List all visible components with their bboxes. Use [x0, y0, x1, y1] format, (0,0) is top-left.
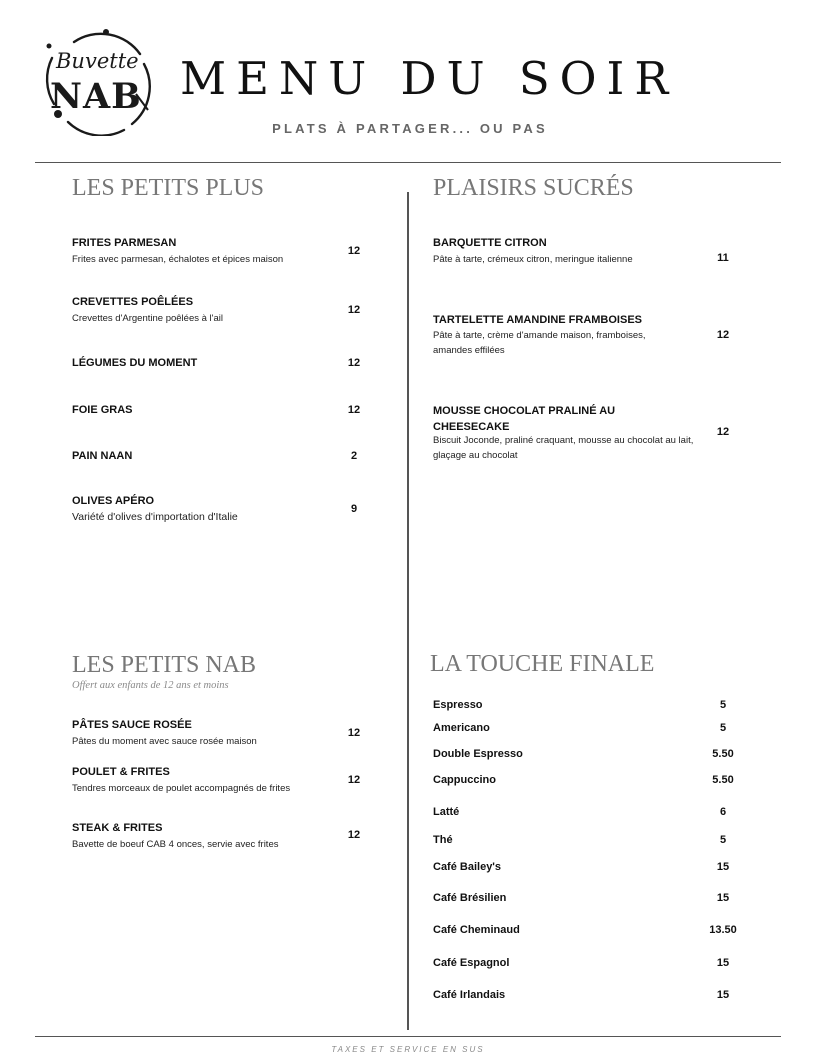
item-name: FOIE GRAS [72, 404, 133, 416]
drink-price: 15 [716, 989, 730, 1001]
item-name: PAIN NAAN [72, 450, 133, 462]
item-name: BARQUETTE CITRON [433, 237, 547, 249]
drink-name: Café Brésilien [433, 892, 507, 904]
item-description: Pâte à tarte, crème d'amande maison, framboises, amandes effilées [433, 330, 646, 356]
item-price: 12 [347, 829, 361, 841]
item-name: LÉGUMES DU MOMENT [72, 357, 198, 369]
item-price: 11 [717, 252, 729, 264]
item-description: Variété d'olives d'importation d'Italie [72, 511, 238, 523]
drink-price: 6 [719, 806, 727, 818]
section-title-touche-finale: LA TOUCHE FINALE [430, 651, 655, 677]
drink-name: Café Bailey's [433, 861, 502, 873]
item-description: Biscuit Joconde, praliné craquant, mousse au chocolat au lait, glaçage au chocolat [433, 435, 694, 461]
drink-name: Thé [433, 834, 453, 846]
item-price: 12 [347, 357, 361, 369]
item-name: OLIVES APÉRO [72, 495, 155, 507]
item-price: 12 [347, 404, 361, 416]
drink-price: 5.50 [712, 774, 734, 786]
logo-dot [103, 29, 109, 35]
item-name: PÂTES SAUCE ROSÉE [72, 719, 192, 731]
drink-name: Americano [433, 722, 490, 734]
logo-script-text: Buvette [56, 49, 139, 73]
item-name: MOUSSE CHOCOLAT PRALINÉ AU CHEESECAKE [433, 405, 616, 433]
top-divider [35, 162, 781, 163]
section-title-petits-nab: LES PETITS NAB [72, 652, 257, 678]
drink-name: Café Espagnol [433, 957, 510, 969]
item-description: Crevettes d'Argentine poêlées à l'ail [72, 313, 223, 324]
drink-price: 5 [719, 722, 727, 734]
drink-name: Double Espresso [433, 748, 523, 760]
item-name: STEAK & FRITES [72, 822, 163, 834]
drink-price: 15 [716, 957, 730, 969]
item-price: 12 [347, 304, 361, 316]
item-name: FRITES PARMESAN [72, 237, 177, 249]
item-name: POULET & FRITES [72, 766, 170, 778]
footer-note: TAXES ET SERVICE EN SUS [331, 1045, 485, 1054]
bottom-divider [35, 1036, 781, 1037]
menu-title: MENU DU SOIR [180, 52, 679, 105]
item-description: Tendres morceaux de poulet accompagnés de frites [72, 783, 291, 794]
column-divider [407, 192, 409, 1030]
logo-dot [47, 44, 52, 49]
item-price: 12 [347, 727, 361, 739]
drink-price: 13.50 [709, 924, 737, 936]
section-note: Offert aux enfants de 12 ans et moins [72, 680, 229, 691]
drink-name: Cappuccino [433, 774, 496, 786]
item-price: 9 [350, 503, 358, 515]
drink-name: Café Irlandais [433, 989, 506, 1001]
item-price: 12 [347, 245, 361, 257]
item-description: Pâte à tarte, crémeux citron, meringue italienne [433, 254, 633, 265]
logo-brand-text: NAB [50, 76, 142, 117]
drink-price: 5.50 [712, 748, 734, 760]
section-title-petits-plus: LES PETITS PLUS [72, 175, 265, 201]
section-title-plaisirs-sucres: PLAISIRS SUCRÉS [433, 175, 634, 201]
drink-price: 15 [716, 861, 730, 873]
buvette-nab-logo [44, 24, 152, 136]
item-price: 12 [716, 426, 730, 438]
item-name: CREVETTES POÊLÉES [72, 296, 194, 308]
drink-price: 5 [719, 834, 727, 846]
drink-name: Café Cheminaud [433, 924, 520, 936]
item-description: Bavette de boeuf CAB 4 onces, servie avec frites [72, 839, 279, 850]
drink-name: Latté [433, 806, 460, 818]
item-description: Pâtes du moment avec sauce rosée maison [72, 736, 257, 747]
drink-price: 5 [719, 699, 727, 711]
item-price: 12 [716, 329, 730, 341]
menu-subtitle: PLATS À PARTAGER... OU PAS [272, 121, 548, 136]
item-name: TARTELETTE AMANDINE FRAMBOISES [433, 314, 642, 326]
item-price: 12 [347, 774, 361, 786]
item-price: 2 [350, 450, 358, 462]
drink-price: 15 [716, 892, 730, 904]
drink-name: Espresso [433, 699, 483, 711]
item-description: Frites avec parmesan, échalotes et épices maison [72, 254, 284, 265]
